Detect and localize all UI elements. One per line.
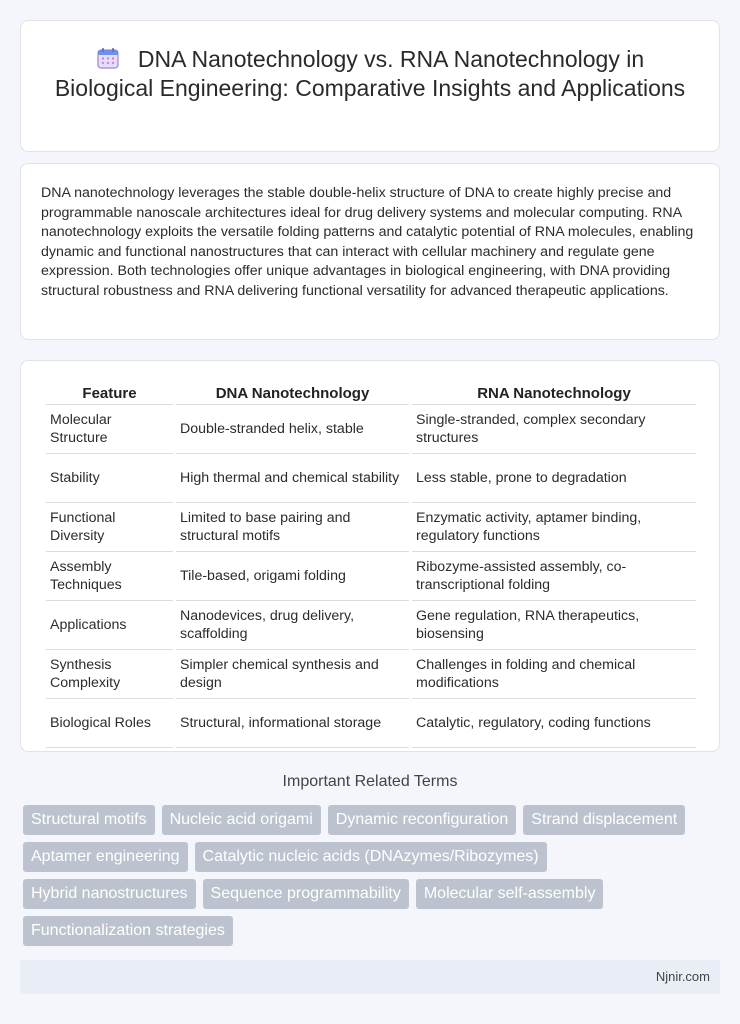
related-term-tag[interactable]: Hybrid nanostructures	[23, 879, 196, 909]
dna-cell: Limited to base pairing and structural motifs	[176, 503, 409, 552]
page-title	[51, 45, 689, 103]
related-term-tag[interactable]: Structural motifs	[23, 805, 155, 835]
related-term-tag[interactable]: Sequence programmability	[203, 879, 409, 909]
rna-cell: Gene regulation, RNA therapeutics, biosensing	[412, 601, 696, 650]
table-header-row	[46, 383, 696, 405]
table-row	[46, 552, 696, 601]
title-text: DNA Nanotechnology vs. RNA Nanotechnology in Biological Engineering: Comparative Insights and Applications	[54, 46, 686, 101]
dna-cell: Tile-based, origami folding	[176, 552, 409, 601]
feature-cell: Applications	[46, 601, 173, 650]
rna-cell: Ribozyme-assisted assembly, co-transcriptional folding	[412, 552, 696, 601]
feature-cell: Synthesis Complexity	[46, 650, 173, 699]
dna-cell: Nanodevices, drug delivery, scaffolding	[176, 601, 409, 650]
table-row	[46, 454, 696, 503]
feature-cell: Functional Diversity	[46, 503, 173, 552]
calendar-icon	[96, 46, 120, 70]
dna-cell: Double-stranded helix, stable	[176, 405, 409, 454]
dna-cell: High thermal and chemical stability	[176, 454, 409, 503]
related-term-tag[interactable]: Functionalization strategies	[23, 916, 233, 946]
header-feature: Feature	[46, 383, 173, 405]
feature-cell: Biological Roles	[46, 699, 173, 748]
related-term-tag[interactable]: Catalytic nucleic acids (DNAzymes/Ribozymes)	[195, 842, 547, 872]
rna-cell: Enzymatic activity, aptamer binding, regulatory functions	[412, 503, 696, 552]
footer	[20, 960, 720, 994]
related-term-tag[interactable]: Dynamic reconfiguration	[328, 805, 517, 835]
dna-cell: Simpler chemical synthesis and design	[176, 650, 409, 699]
table-row	[46, 650, 696, 699]
table-row	[46, 503, 696, 552]
related-terms-heading: Important Related Terms	[282, 773, 458, 790]
intro-paragraph: DNA nanotechnology leverages the stable double-helix structure of DNA to create highly precise and programmable nanoscale architectures ideal for drug delivery systems and molecular computing. RNA nanotechnology exploits the versatile folding patterns and catalytic potential of RNA molecules, enabling dynamic and functional nanostructures that can interact with cellular machinery and regulate gene expression. Both technologies offer unique advantages in biological engineering, with DNA providing structural robustness and RNA delivering functional versatility for advanced therapeutic applications.	[41, 185, 694, 299]
table-row	[46, 601, 696, 650]
rna-cell: Less stable, prone to degradation	[412, 454, 696, 503]
rna-cell: Challenges in folding and chemical modifications	[412, 650, 696, 699]
dna-cell: Structural, informational storage	[176, 699, 409, 748]
table-row	[46, 699, 696, 748]
related-term-tag[interactable]: Nucleic acid origami	[162, 805, 321, 835]
comparison-card	[20, 360, 720, 752]
intro-card	[20, 163, 720, 340]
related-terms-list	[23, 805, 723, 946]
feature-cell: Assembly Techniques	[46, 552, 173, 601]
feature-cell: Molecular Structure	[46, 405, 173, 454]
related-term-tag[interactable]: Aptamer engineering	[23, 842, 188, 872]
rna-cell: Single-stranded, complex secondary structures	[412, 405, 696, 454]
rna-cell: Catalytic, regulatory, coding functions	[412, 699, 696, 748]
table-row	[46, 405, 696, 454]
header-dna: DNA Nanotechnology	[176, 383, 409, 405]
related-term-tag[interactable]: Molecular self-assembly	[416, 879, 604, 909]
comparison-table	[43, 383, 699, 748]
related-term-tag[interactable]: Strand displacement	[523, 805, 685, 835]
title-card	[20, 20, 720, 152]
feature-cell: Stability	[46, 454, 173, 503]
header-rna: RNA Nanotechnology	[412, 383, 696, 405]
footer-site-link[interactable]: Njnir.com	[655, 969, 710, 984]
